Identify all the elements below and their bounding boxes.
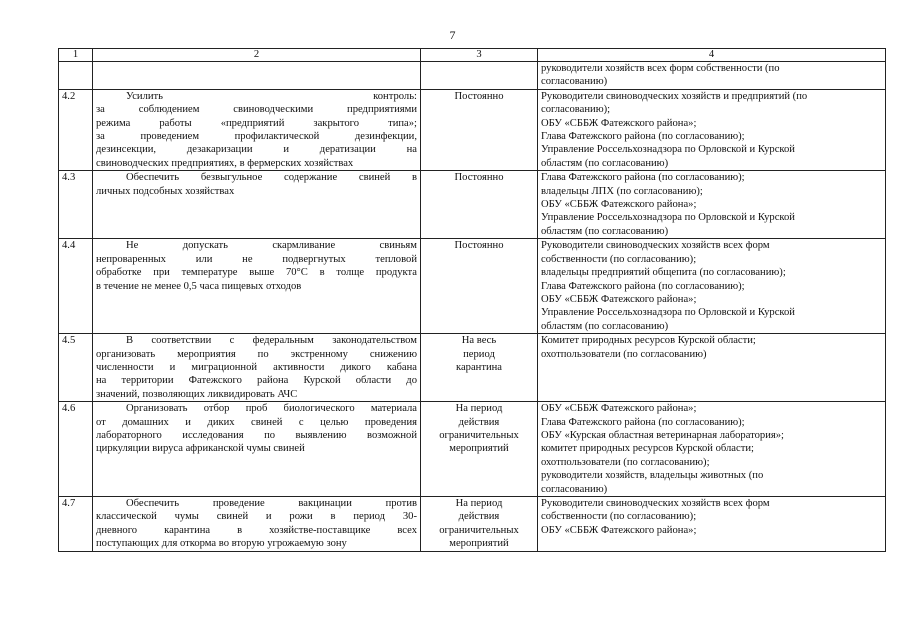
- responsible-text: [538, 62, 886, 90]
- action-text-line: классической чумы свиней и рожи в период 30-: [96, 511, 417, 523]
- responsible-text-line: согласованию): [541, 483, 608, 495]
- action-text: [93, 89, 421, 170]
- action-text: [93, 62, 421, 90]
- responsible-text: [538, 239, 886, 334]
- responsible-text-line: Глава Фатежского района (по согласованию);: [541, 131, 745, 143]
- responsible-text-line: Управление Россельхознадзора по Орловской и Курской: [541, 144, 795, 156]
- action-text: [93, 402, 421, 497]
- action-text: [93, 334, 421, 402]
- action-text-line: Обеспечить проведение вакцинации против: [126, 498, 417, 509]
- item-number: [59, 62, 93, 90]
- term-text-line: ограничительных: [439, 524, 519, 536]
- responsible-text-line: ОБУ «СББЖ Фатежского района»;: [541, 403, 697, 415]
- responsible-text-line: комитет природных ресурсов Курской области;: [541, 443, 754, 455]
- action-text-line: от домашних и диких свиней с целью проведения: [96, 416, 417, 428]
- action-text-line: на территории Фатежского района Курской области до: [96, 375, 417, 387]
- responsible-text: [538, 402, 886, 497]
- item-number: 4.2: [59, 89, 93, 170]
- term-text-line: мероприятий: [449, 538, 509, 550]
- table-row: [59, 402, 886, 497]
- action-text-line: организовать мероприятия по экстренному снижению: [96, 348, 417, 360]
- term-text-line: На период: [455, 403, 503, 415]
- action-text-line: циркуляции вируса африканской чумы свиней: [96, 443, 305, 455]
- table-row: [59, 89, 886, 170]
- term-text-line: На период: [455, 498, 503, 509]
- responsible-text-line: Управление Россельхознадзора по Орловской и Курской: [541, 307, 795, 319]
- responsible-text-line: Глава Фатежского района (по согласованию);: [541, 172, 745, 184]
- action-text-line: численности и миграционной активности дикого кабана: [96, 361, 417, 373]
- responsible-text-line: областям (по согласованию): [541, 320, 669, 332]
- responsible-text-line: согласованию): [541, 76, 608, 88]
- responsible-text-line: ОБУ «СББЖ Фатежского района»;: [541, 117, 697, 129]
- term-text: [421, 89, 538, 170]
- term-text: [421, 62, 538, 90]
- responsible-text-line: владельцы предприятий общепита (по согласованию);: [541, 267, 786, 279]
- column-header: 2: [93, 49, 421, 62]
- responsible-text-line: охотпользователи (по согласованию): [541, 348, 707, 360]
- responsible-text-line: Руководители свиноводческих хозяйств и предприятий (по: [541, 90, 808, 102]
- table-row: [59, 62, 886, 90]
- page-number: 7: [449, 28, 456, 42]
- action-text-line: за проведением профилактической дезинфекции,: [96, 131, 417, 143]
- responsible-text-line: владельцы ЛПХ (по согласованию);: [541, 185, 703, 197]
- action-text: [93, 171, 421, 239]
- term-text-line: Постоянно: [454, 172, 504, 184]
- term-text: [421, 239, 538, 334]
- table-row: [59, 171, 886, 239]
- responsible-text-line: согласованию);: [541, 104, 611, 116]
- action-text: [93, 239, 421, 334]
- responsible-text-line: руководители хозяйств, владельцы животных (по: [541, 470, 764, 482]
- action-text-line: Усилить контроль:: [126, 90, 417, 102]
- responsible-text: [538, 89, 886, 170]
- action-text-line: Организовать отбор проб биологического материала: [126, 403, 417, 415]
- responsible-text-line: руководители хозяйств всех форм собственности (по: [541, 63, 780, 74]
- term-text: [421, 334, 538, 402]
- item-number: 4.4: [59, 239, 93, 334]
- action-text-line: В соответствии с федеральным законодательством: [126, 335, 417, 347]
- action-text-line: за соблюдением свиноводческими предприятиями: [96, 104, 417, 116]
- term-text-line: период: [463, 348, 495, 360]
- term-text-line: карантина: [455, 361, 503, 373]
- column-header: 3: [421, 49, 538, 62]
- item-number: 4.3: [59, 171, 93, 239]
- responsible-text-line: Руководители свиноводческих хозяйств всех форм: [541, 498, 770, 509]
- responsible-text-line: Управление Россельхознадзора по Орловской и Курской: [541, 212, 795, 224]
- action-text-line: Обеспечить безвыгульное содержание свиней в: [126, 172, 417, 184]
- term-text-line: ограничительных: [439, 429, 519, 441]
- term-text-line: действия: [458, 511, 500, 523]
- action-text-line: Не допускать скармливание свиньям: [126, 240, 417, 252]
- responsible-text-line: ОБУ «СББЖ Фатежского района»;: [541, 293, 697, 305]
- action-text-line: дневного карантина в хозяйстве-поставщике всех: [96, 524, 417, 536]
- measures-table: [58, 48, 886, 552]
- table-row: [59, 497, 886, 552]
- table-row: [59, 334, 886, 402]
- term-text: [421, 171, 538, 239]
- item-number: 4.7: [59, 497, 93, 552]
- action-text-line: личных подсобных хозяйствах: [96, 185, 235, 197]
- responsible-text: [538, 171, 886, 239]
- action-text-line: поступающих для откорма во вторую угрожаемую зону: [96, 538, 347, 550]
- action-text-line: лабораторного исследования по выявлению возможной: [96, 429, 417, 441]
- responsible-text-line: Руководители свиноводческих хозяйств всех форм: [541, 240, 770, 252]
- action-text-line: непроваренных или не подвергнутых тепловой: [96, 253, 417, 265]
- item-number: 4.6: [59, 402, 93, 497]
- table-row: [59, 239, 886, 334]
- term-text: [421, 497, 538, 552]
- responsible-text-line: областям (по согласованию): [541, 157, 669, 169]
- responsible-text-line: Глава Фатежского района (по согласованию);: [541, 416, 745, 428]
- responsible-text-line: областям (по согласованию): [541, 225, 669, 237]
- responsible-text-line: Комитет природных ресурсов Курской области;: [541, 335, 756, 347]
- column-number-row: [59, 49, 886, 62]
- responsible-text-line: Глава Фатежского района (по согласованию);: [541, 280, 745, 292]
- responsible-text-line: собственности (по согласованию);: [541, 253, 697, 265]
- column-header: 1: [59, 49, 93, 62]
- action-text-line: в течение не менее 0,5 часа пищевых отходов: [96, 280, 302, 292]
- action-text-line: свиноводческих предприятиях, в фермерских хозяйствах: [96, 157, 354, 169]
- term-text-line: На весь: [461, 335, 497, 347]
- item-number: 4.5: [59, 334, 93, 402]
- action-text-line: режима работы «предприятий закрытого типа»;: [96, 117, 417, 129]
- action-text: [93, 497, 421, 552]
- action-text-line: дезинсекции, дезакаризации и дератизации на: [96, 144, 417, 156]
- term-text-line: мероприятий: [449, 443, 509, 455]
- responsible-text-line: собственности (по согласованию);: [541, 511, 697, 523]
- responsible-text-line: ОБУ «СББЖ Фатежского района»;: [541, 524, 697, 536]
- responsible-text-line: ОБУ «Курская областная ветеринарная лаборатория»;: [541, 429, 784, 441]
- action-text-line: значений, позволяющих ликвидировать АЧС: [96, 388, 298, 400]
- term-text-line: Постоянно: [454, 240, 504, 252]
- responsible-text-line: охотпользователи (по согласованию);: [541, 456, 710, 468]
- column-header: 4: [538, 49, 886, 62]
- responsible-text: [538, 334, 886, 402]
- term-text: [421, 402, 538, 497]
- term-text-line: Постоянно: [454, 90, 504, 102]
- term-text-line: действия: [458, 416, 500, 428]
- responsible-text: [538, 497, 886, 552]
- action-text-line: обработке при температуре выше 70°С в толще продукта: [96, 267, 417, 279]
- responsible-text-line: ОБУ «СББЖ Фатежского района»;: [541, 199, 697, 211]
